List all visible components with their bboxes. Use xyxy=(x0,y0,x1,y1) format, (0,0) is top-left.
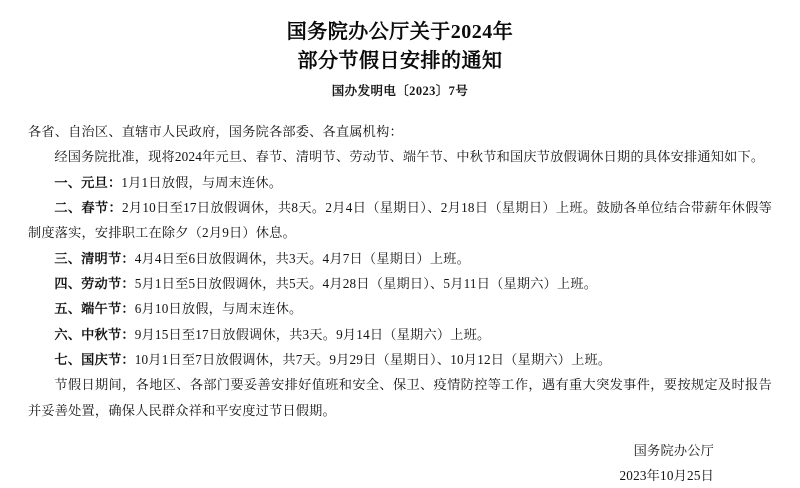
signature-date: 2023年10月25日 xyxy=(619,467,714,483)
document-body xyxy=(22,119,778,488)
holiday-item-6-text: 9月15日至17日放假调休，共3天。9月14日（星期六）上班。 xyxy=(134,326,491,342)
title-line-2: 部分节假日安排的通知 xyxy=(297,50,503,72)
holiday-item-2-lead: 二、春节： xyxy=(54,200,122,216)
document-title xyxy=(22,18,778,76)
holiday-item-7-lead: 七、国庆节： xyxy=(54,352,135,368)
document-number: 国办发明电〔2023〕7号 xyxy=(331,84,469,98)
holiday-item-4-lead: 四、劳动节： xyxy=(54,276,135,292)
holiday-item-6 xyxy=(28,322,772,347)
holiday-item-5-lead: 五、端午节： xyxy=(54,301,135,317)
holiday-item-5-text: 6月10日放假，与周末连休。 xyxy=(134,301,303,317)
holiday-item-4 xyxy=(28,271,772,296)
salutation: 各省、自治区、直辖市人民政府，国务院各部委、各直属机构： xyxy=(28,124,403,139)
holiday-item-6-lead: 六、中秋节： xyxy=(54,326,135,342)
closing-paragraph: 节假日期间，各地区、各部门要妥善安排好值班和安全、保卫、疫情防控等工作，遇有重大突发事件，要按规定及时报告并妥善处置，确保人民群众祥和平安度过节日假期。 xyxy=(28,377,772,418)
holiday-item-2 xyxy=(28,195,772,246)
holiday-item-3-text: 4月4日至6日放假调休，共3天。4月7日（星期日）上班。 xyxy=(134,250,471,266)
holiday-item-1 xyxy=(28,170,772,195)
holiday-item-4-text: 5月1日至5日放假调休，共5天。4月28日（星期日）、5月11日（星期六）上班。 xyxy=(134,276,598,292)
holiday-item-5 xyxy=(28,296,772,321)
signature-issuer: 国务院办公厅 xyxy=(633,443,714,459)
intro-paragraph: 经国务院批准，现将2024年元旦、春节、清明节、劳动节、端午节、中秋节和国庆节放假调休日期的具体安排通知如下。 xyxy=(54,149,765,165)
holiday-item-7 xyxy=(28,347,772,372)
holiday-item-3-lead: 三、清明节： xyxy=(54,250,135,266)
holiday-item-7-text: 10月1日至7日放假调休，共7天。9月29日（星期日）、10月12日（星期六）上班。 xyxy=(134,352,612,368)
holiday-item-2-text: 2月10日至17日放假调休，共8天。2月4日（星期日）、2月18日（星期日）上班。鼓励各单位结合带薪年休假等制度落实，安排职工在除夕（2月9日）休息。 xyxy=(28,200,772,241)
holiday-item-1-lead: 一、元旦： xyxy=(54,174,122,190)
title-line-1: 国务院办公厅关于2024年 xyxy=(286,21,514,43)
holiday-item-3 xyxy=(28,246,772,271)
holiday-item-1-text: 1月1日放假，与周末连休。 xyxy=(121,174,283,190)
